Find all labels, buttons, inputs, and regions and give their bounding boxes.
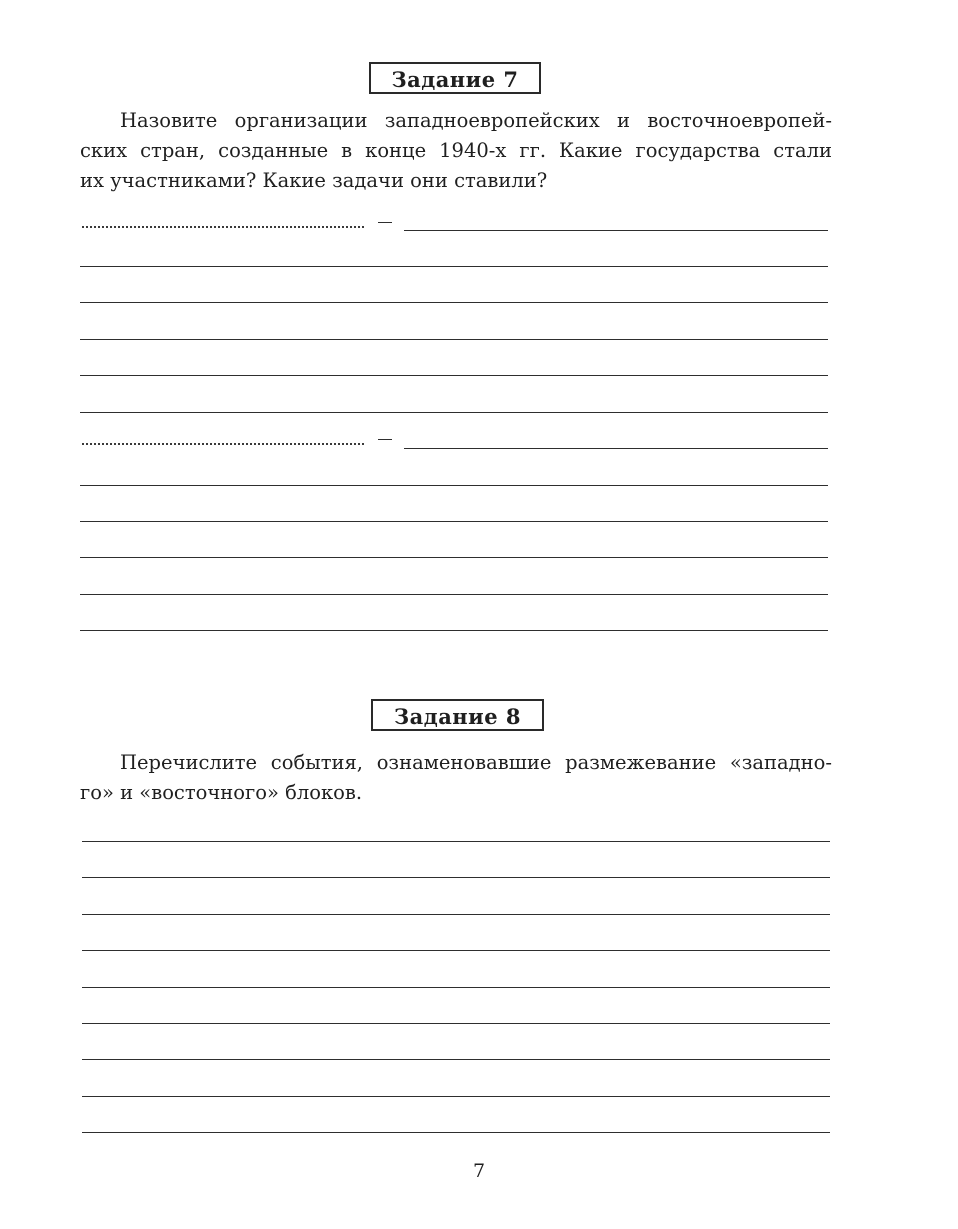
answer-line[interactable] [80,266,828,267]
answer-line[interactable] [82,950,830,951]
answer-term-dotted-line[interactable] [82,443,364,445]
answer-line[interactable] [82,914,830,915]
answer-line[interactable] [82,1132,830,1133]
answer-line[interactable] [80,339,828,340]
task-7-question [80,106,832,196]
question-line: ских стран, созданные в конце 1940-х гг. Какие государства стали [80,139,832,162]
answer-line[interactable] [404,230,828,231]
task-8-title: Задание 8 [371,699,544,731]
task-8-question [80,748,832,808]
dash-separator [378,439,392,440]
answer-line[interactable] [82,877,830,878]
question-line: Перечислите события, ознаменовавшие размежевание «западно- [120,751,832,774]
answer-line[interactable] [80,412,828,413]
answer-line[interactable] [80,630,828,631]
answer-line[interactable] [404,448,828,449]
answer-line[interactable] [80,557,828,558]
answer-line[interactable] [82,987,830,988]
task-7-title: Задание 7 [369,62,541,94]
answer-line[interactable] [82,1059,830,1060]
page-number: 7 [472,1160,486,1182]
question-line: Назовите организации западноевропейских и восточноевропей- [120,109,832,132]
answer-line[interactable] [80,302,828,303]
question-line: их участниками? Какие задачи они ставили? [80,169,548,192]
answer-line[interactable] [82,1096,830,1097]
answer-line[interactable] [80,485,828,486]
answer-line[interactable] [82,841,830,842]
answer-term-dotted-line[interactable] [82,226,364,228]
dash-separator [378,222,392,223]
answer-line[interactable] [82,1023,830,1024]
answer-line[interactable] [80,594,828,595]
question-line: го» и «восточного» блоков. [80,781,363,804]
answer-line[interactable] [80,521,828,522]
answer-line[interactable] [80,375,828,376]
